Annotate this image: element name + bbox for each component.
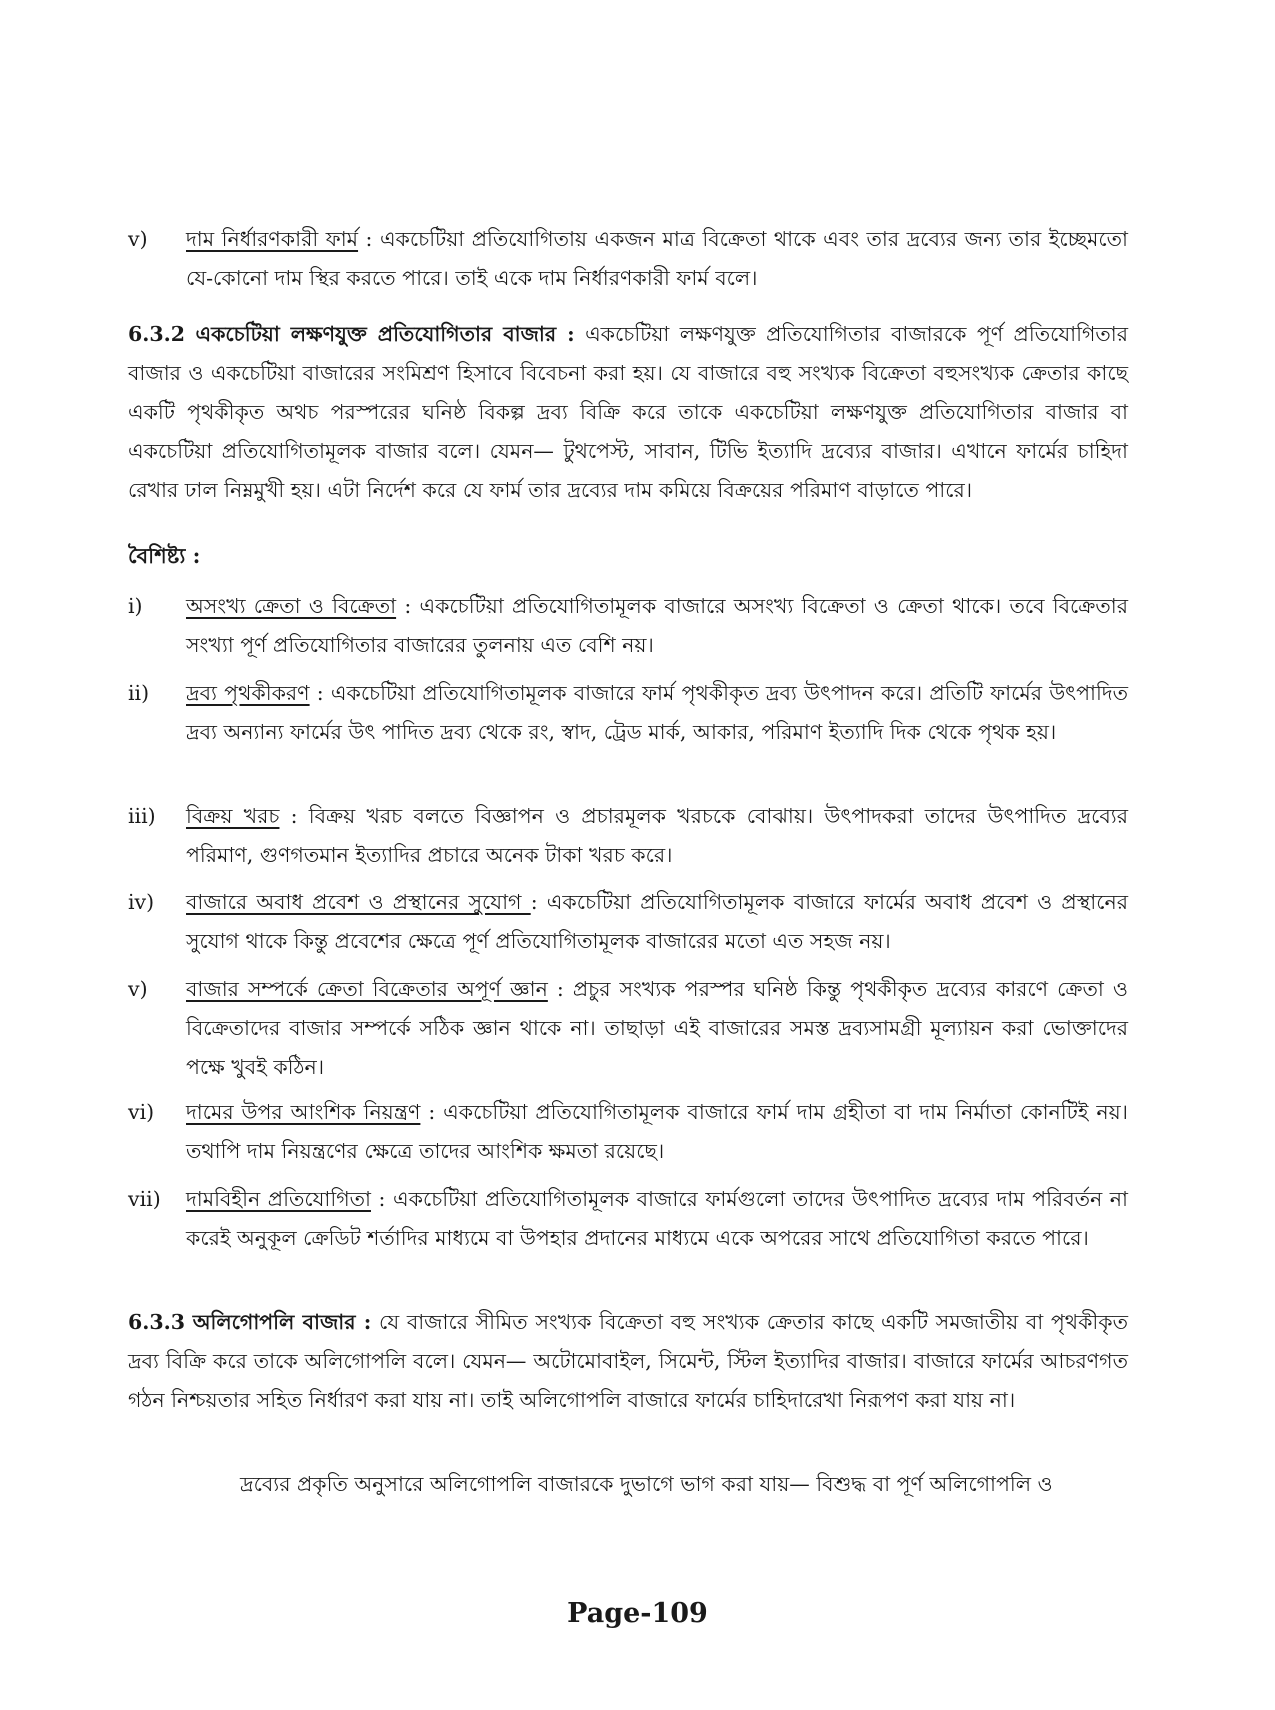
section-text: যে বাজারে সীমিত সংখ্যক বিক্রেতা বহু সংখ্যক ক্রেতার কাছে একটি সমজাতীয় বা পৃথকীকৃত দ্রব্য বিক্রি করে তাকে অলিগোপলি বলে। যেমন— অটোমোবাইল, সিমেন্ট, স্টিল ইত্যাদির বাজার। বাজারে ফার্মের আচরণগত গঠন নিশ্চয়তার সহিত নির্ধারণ করা যায় না। তাই অলিগোপলি বাজারে ফার্মের চাহিদারেখা নিরূপণ করা যায় না। bbox=[128, 1310, 1128, 1412]
item-body bbox=[186, 1093, 1128, 1171]
item-text: : প্রচুর সংখ্যক পরস্পর ঘনিষ্ঠ কিন্তু পৃথকীকৃত দ্রব্যের কারণে ক্রেতা ও বিক্রেতাদের বাজার সম্পর্কে সঠিক জ্ঞান থাকে না। তাছাড়া এই বাজারের সমস্ত দ্রব্যসামগ্রী মূল্যায়ন করা ভোক্তাদের পক্ষে খুবই কঠিন। bbox=[186, 977, 1128, 1079]
section-body bbox=[128, 315, 1128, 510]
item-body bbox=[186, 587, 1128, 665]
item-term: বাজারে অবাধ প্রবেশ ও প্রস্থানের সুযোগ bbox=[186, 890, 531, 914]
item-term: দামবিহীন প্রতিযোগিতা bbox=[186, 1187, 371, 1211]
section-6-3-3 bbox=[128, 1303, 1128, 1420]
item-text: : একচেটিয়া প্রতিযোগিতামূলক বাজারে ফার্মের অবাধ প্রবেশ ও প্রস্থানের সুযোগ থাকে কিন্তু প্রবেশের ক্ষেত্রে পূর্ণ প্রতিযোগিতামূলক বাজারের মতো এত সহজ নয়। bbox=[186, 890, 1128, 953]
item-term: অসংখ্য ক্রেতা ও বিক্রেতা bbox=[186, 594, 397, 618]
section-title: অলিগোপলি বাজার : bbox=[192, 1310, 372, 1334]
item-term: বিক্রয় খরচ bbox=[186, 804, 280, 828]
section-6-3-2 bbox=[128, 315, 1128, 510]
item-body bbox=[186, 674, 1128, 752]
feature-item bbox=[128, 797, 1128, 875]
feature-item bbox=[128, 587, 1128, 665]
section-body bbox=[128, 1303, 1128, 1420]
feature-item bbox=[128, 970, 1128, 1087]
section-number: 6.3.3 bbox=[128, 1310, 186, 1334]
item-text: : বিক্রয় খরচ বলতে বিজ্ঞাপন ও প্রচারমূলক খরচকে বোঝায়। উৎপাদকরা তাদের উৎপাদিত দ্রব্যের পরিমাণ, গুণগতমান ইত্যাদির প্রচারে অনেক টাকা খরচ করে। bbox=[186, 804, 1128, 867]
item-text: : একচেটিয়া প্রতিযোগিতামূলক বাজারে ফার্ম পৃথকীকৃত দ্রব্য উৎপাদন করে। প্রতিটি ফার্মের উৎপাদিত দ্রব্য অন্যান্য ফার্মের উৎ পাদিত দ্রব্য থেকে রং, স্বাদ, ট্রেড মার্ক, আকার, পরিমাণ ইত্যাদি দিক থেকে পৃথক হয়। bbox=[186, 681, 1129, 744]
item-body bbox=[186, 1180, 1128, 1258]
feature-item bbox=[128, 674, 1128, 752]
item-term: দ্রব্য পৃথকীকরণ bbox=[186, 681, 310, 705]
page-number: Page-109 bbox=[567, 1598, 708, 1629]
item-body bbox=[186, 797, 1128, 875]
feature-item bbox=[128, 1093, 1128, 1171]
item-body bbox=[186, 220, 1128, 298]
list-marker: vi) bbox=[128, 1100, 155, 1124]
item-text: : একচেটিয়া প্রতিযোগিতামূলক বাজারে ফার্মগুলো তাদের উৎপাদিত দ্রব্যের দাম পরিবর্তন না করেই অনুকূল ক্রেডিট শর্তাদির মাধ্যমে বা উপহার প্রদানের মাধ্যমে একে অপরের সাথে প্রতিযোগিতা করতে পারে। bbox=[186, 1187, 1128, 1250]
item-text: : একচেটিয়া প্রতিযোগিতামূলক বাজারে ফার্ম দাম গ্রহীতা বা দাম নির্মাতা কোনটিই নয়। তথাপি দাম নিয়ন্ত্রণের ক্ষেত্রে তাদের আংশিক ক্ষমতা রয়েছে। bbox=[186, 1100, 1129, 1163]
item-text: : একচেটিয়া প্রতিযোগিতামূলক বাজারে অসংখ্য বিক্রেতা ও ক্রেতা থাকে। তবে বিক্রেতার সংখ্যা পূর্ণ প্রতিযোগিতার বাজারের তুলনায় এত বেশি নয়। bbox=[186, 594, 1128, 657]
list-marker: iv) bbox=[128, 890, 155, 914]
section-text: একচেটিয়া লক্ষণযুক্ত প্রতিযোগিতার বাজারকে পূর্ণ প্রতিযোগিতার বাজার ও একচেটিয়া বাজারের সংমিশ্রণ হিসাবে বিবেচনা করা হয়। যে বাজারে বহু সংখ্যক বিক্রেতা বহুসংখ্যক ক্রেতার কাছে একটি পৃথকীকৃত অথচ পরস্পরের ঘনিষ্ঠ বিকল্প দ্রব্য বিক্রি করে তাকে একচেটিয়া লক্ষণযুক্ত প্রতিযোগিতার বাজার বা একচেটিয়া প্রতিযোগিতামূলক বাজার বলে। যেমন— টুথপেস্ট, সাবান, টিভি ইত্যাদি দ্রব্যের বাজার। এখানে ফার্মের চাহিদা রেখার ঢাল নিম্নমুখী হয়। এটা নির্দেশ করে যে ফার্ম তার দ্রব্যের দাম কমিয়ে বিক্রয়ের পরিমাণ বাড়াতে পারে। bbox=[128, 322, 1128, 502]
item-term: বাজার সম্পর্কে ক্রেতা বিক্রেতার অপূর্ণ জ্ঞান bbox=[186, 977, 548, 1001]
item-text: : একচেটিয়া প্রতিযোগিতায় একজন মাত্র বিক্রেতা থাকে এবং তার দ্রব্যের জন্য তার ইচ্ছেমতো যে-কোনো দাম স্থির করতে পারে। তাই একে দাম নির্ধারণকারী ফার্ম বলে। bbox=[186, 227, 1128, 290]
item-term: দামের উপর আংশিক নিয়ন্ত্রণ bbox=[186, 1100, 421, 1124]
section-number: 6.3.2 bbox=[128, 322, 186, 346]
list-marker: ii) bbox=[128, 681, 150, 705]
feature-item bbox=[128, 1180, 1128, 1258]
continuation-paragraph: দ্রব্যের প্রকৃতি অনুসারে অলিগোপলি বাজারকে দুভাগে ভাগ করা যায়— বিশুদ্ধ বা পূর্ণ অলিগোপলি ও bbox=[240, 1472, 1053, 1496]
list-marker: iii) bbox=[128, 804, 156, 828]
item-body bbox=[186, 883, 1128, 961]
features-heading: বৈশিষ্ট্য : bbox=[128, 543, 201, 568]
section-title: একচেটিয়া লক্ষণযুক্ত প্রতিযোগিতার বাজার : bbox=[195, 322, 575, 346]
item-term: দাম নির্ধারণকারী ফার্ম bbox=[186, 227, 359, 251]
list-marker: vii) bbox=[128, 1187, 161, 1211]
item-body bbox=[186, 970, 1128, 1087]
list-marker: v) bbox=[128, 227, 148, 251]
item-v-price-setter bbox=[128, 220, 1128, 298]
list-marker: i) bbox=[128, 594, 143, 618]
feature-item bbox=[128, 883, 1128, 961]
list-marker: v) bbox=[128, 977, 148, 1001]
